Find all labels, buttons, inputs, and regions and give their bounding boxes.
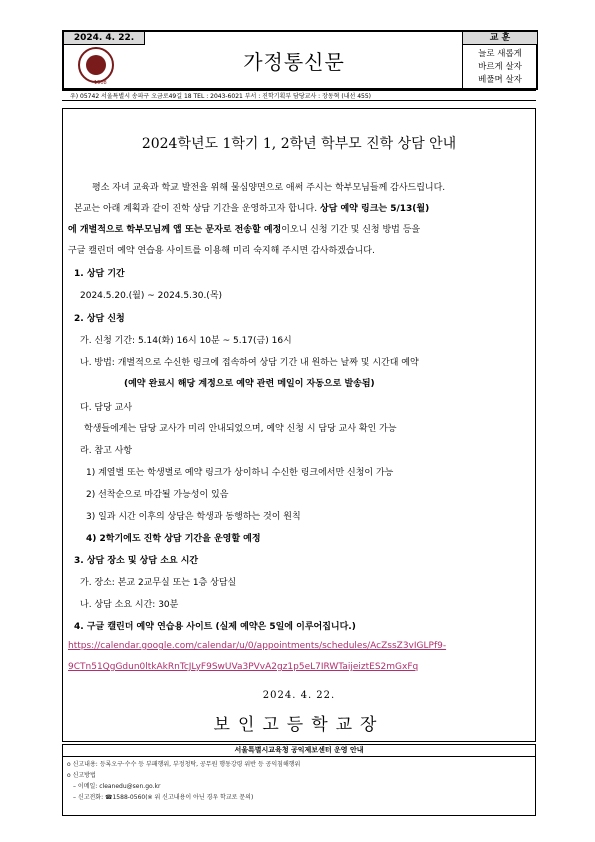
intro-line-2 [74, 201, 429, 214]
calendar-link-line-1[interactable]: https://calendar.google.com/calendar/u/0/appointments/schedules/AcZssZ3vIGLPf9- [68, 641, 447, 651]
school-address: 우) 05742 서울특별시 송파구 오금로49길 18 TEL : 2043-6021 부서 : 진학기획부 담당교사 : 장동혁 (내선 455) [62, 90, 536, 101]
issue-date: 2024. 4. 22. [64, 32, 145, 45]
motto-line: 바르게 살자 [478, 62, 522, 72]
intro-line-4: 구글 캘린더 예약 연습용 사이트를 이용해 미리 숙지해 주시면 감사하겠습니다. [68, 246, 375, 256]
section-2-teacher-body: 학생들에게는 담당 교사가 미리 안내되었으며, 예약 신청 시 담당 교사 확인 가능 [84, 424, 397, 434]
intro-emphasis: 에 개별적으로 학부모님께 앱 또는 문자로 전송할 예정 [68, 225, 282, 235]
report-email-text[interactable]: – 이메일: cleanedu@sen.go.kr [73, 783, 161, 790]
section-3-place: 가. 장소: 본교 2교무실 또는 1층 상담실 [80, 578, 237, 588]
intro-emphasis: 상담 예약 링크는 5/13(월) [319, 204, 430, 214]
section-1-heading: 1. 상담 기간 [74, 269, 125, 279]
report-method: o 신고방법 [67, 772, 96, 779]
motto-heading: 교 훈 [463, 32, 537, 45]
intro-line-3 [68, 222, 420, 235]
document-title: 2024학년도 1학기 1, 2학년 학부모 진학 상담 안내 [141, 136, 457, 152]
motto-line: 베풀며 살자 [478, 75, 522, 85]
section-2-period: 가. 신청 기간: 5.14(화) 16시 10분 ~ 5.17(금) 16시 [80, 336, 292, 346]
section-2-heading: 2. 상담 신청 [74, 314, 125, 324]
note-item: 1) 계열별 또는 학생별로 예약 링크가 상이하니 수신한 링크에서만 신청이 가능 [86, 468, 394, 478]
section-2-teacher: 다. 담당 교사 [80, 403, 133, 413]
seal-center [86, 55, 106, 75]
note-item: 4) 2학기에도 진학 상담 기간을 운영할 예정 [86, 534, 261, 544]
letter-title: 가정통신문 [243, 50, 345, 74]
section-2-method-note: (예약 완료시 해당 계정으로 예약 관련 메일이 자동으로 발송됨) [124, 379, 375, 389]
section-1-body: 2024.5.20.(월) ~ 2024.5.30.(목) [80, 291, 223, 301]
section-3-heading: 3. 상담 장소 및 상담 소요 시간 [74, 556, 199, 566]
section-3-duration: 나. 상담 소요 시간: 30분 [80, 600, 179, 610]
seal-year: 1908 [94, 80, 107, 86]
report-phone: – 신고전화: ☎1588-0560(※ 위 신고내용이 아닌 경우 학교로 문의) [73, 794, 254, 801]
signature-date: 2024. 4. 22. [262, 690, 336, 701]
intro-text: 이오니 신청 기간 및 신청 방법 등을 [281, 225, 421, 235]
school-seal-icon [78, 47, 114, 83]
school-principal: 보인고등학교장 [213, 715, 385, 735]
intro-text: 본교는 아래 계획과 같이 진학 상담 기간을 운영하고자 합니다. [74, 204, 320, 214]
section-4-heading: 4. 구글 캘린더 예약 연습용 사이트 (실제 예약은 5일에 이루어집니다.) [74, 622, 356, 632]
note-item: 3) 일과 시간 이후의 상담은 학생과 동행하는 것이 원칙 [86, 512, 301, 522]
report-center-heading: 서울특별시교육청 공익제보센터 운영 안내 [63, 745, 535, 757]
motto-line: 늘로 새롭게 [478, 49, 522, 59]
section-2-notes: 라. 참고 사항 [80, 446, 133, 456]
calendar-link-line-2[interactable]: 9CTn51QgGdun0ltkAkRnTcJLyF9SwUVa3PVvA2gz1p5eL7IRWTaijeiztES2mGxFq [68, 662, 419, 672]
letter-header [62, 30, 538, 90]
school-motto [462, 32, 537, 88]
report-email [73, 781, 160, 790]
section-2-method: 나. 방법: 개별적으로 수신한 링크에 접속하여 상담 기간 내 원하는 날짜 및 시간대 예약 [80, 358, 419, 368]
report-content: o 신고내용: 등록오구·수수 등 부패행위, 부정청탁, 공무원 행동강령 위반 등 공익침해행위 [67, 761, 301, 768]
report-center-box [62, 744, 536, 816]
intro-line-1: 평소 자녀 교육과 학교 발전을 위해 물심양면으로 애써 주시는 학부모님들께 감사드립니다. [92, 183, 446, 193]
note-item: 2) 선착순으로 마감될 가능성이 있음 [86, 490, 229, 500]
